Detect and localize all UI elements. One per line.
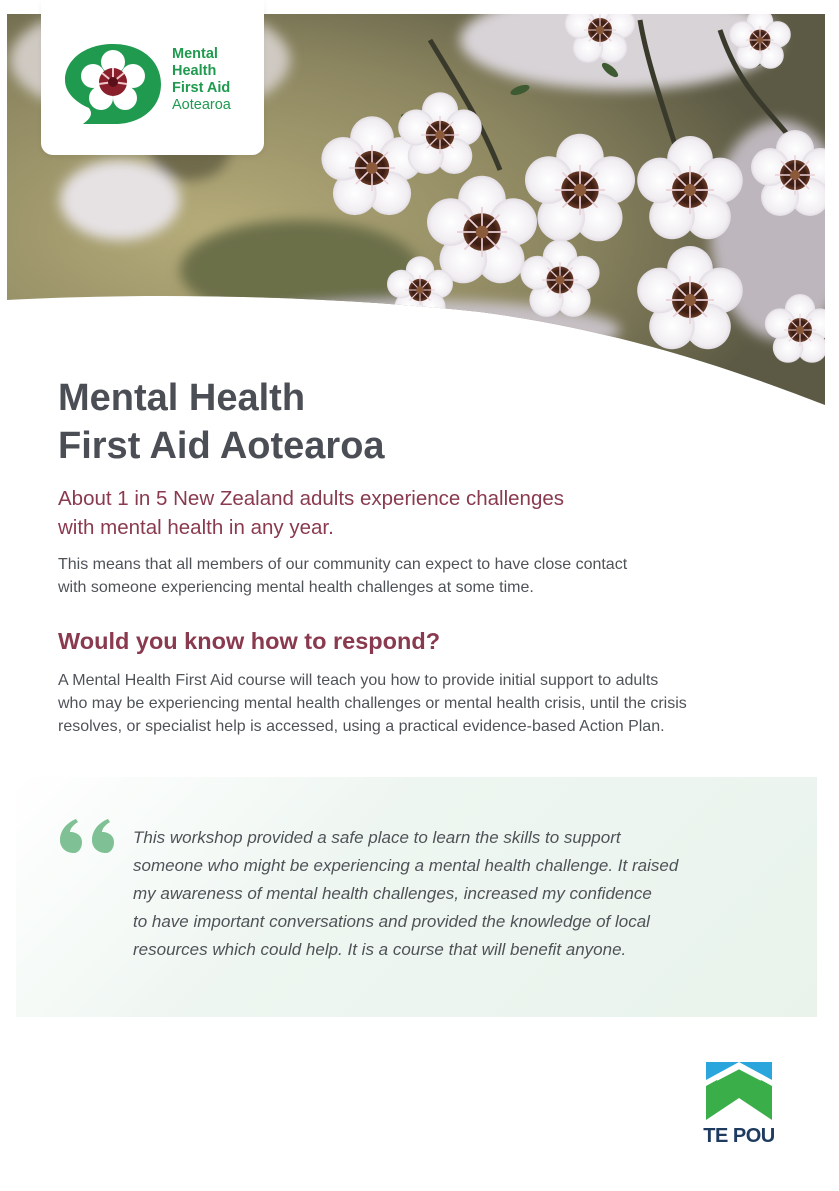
logo-text-first-aid: First Aid	[172, 80, 231, 96]
te-pou-wordmark: TE POU	[703, 1125, 775, 1147]
lead-line2: with mental health in any year.	[58, 516, 334, 539]
quote-line5: resources which could help. It is a course that will benefit anyone.	[133, 940, 627, 959]
page-title-line1: Mental Health	[58, 377, 306, 419]
page-title	[58, 374, 385, 470]
course-line3: resolves, or specialist help is accessed, using a practical evidence-based Action Plan.	[58, 718, 665, 735]
quote-marks-icon	[60, 819, 118, 853]
quote-line3: my awareness of mental health challenges, increased my confidence	[133, 884, 652, 903]
te-pou-chevron-icon	[702, 1058, 776, 1122]
quote-line1: This workshop provided a safe place to learn the skills to support	[133, 828, 621, 847]
course-paragraph	[58, 669, 778, 738]
course-line2: who may be experiencing mental health challenges or mental health crisis, until the crisis	[58, 695, 687, 712]
te-pou-logo	[702, 1058, 776, 1150]
quote-line2: someone who might be experiencing a mental health challenge. It raised	[133, 856, 679, 875]
course-line1: A Mental Health First Aid course will teach you how to provide initial support to adults	[58, 672, 659, 689]
page-title-line2: First Aid Aotearoa	[58, 425, 385, 467]
intro-paragraph	[58, 553, 718, 599]
testimonial-box	[16, 777, 817, 1017]
intro-line2: with someone experiencing mental health challenges at some time.	[58, 579, 534, 596]
intro-line1: This means that all members of our community can expect to have close contact	[58, 556, 628, 573]
lead-statistic	[58, 484, 658, 542]
lead-line1: About 1 in 5 New Zealand adults experience challenges	[58, 487, 564, 510]
mhfa-flower-logo-icon	[63, 40, 163, 128]
testimonial-text	[133, 824, 773, 964]
logo-text-aotearoa: Aotearoa	[172, 97, 231, 113]
brand-logo	[41, 0, 264, 155]
section-heading: Would you know how to respond?	[58, 628, 441, 654]
logo-text-health: Health	[172, 63, 217, 79]
quote-line4: to have important conversations and provided the knowledge of local	[133, 912, 650, 931]
logo-text-mental: Mental	[172, 46, 218, 62]
